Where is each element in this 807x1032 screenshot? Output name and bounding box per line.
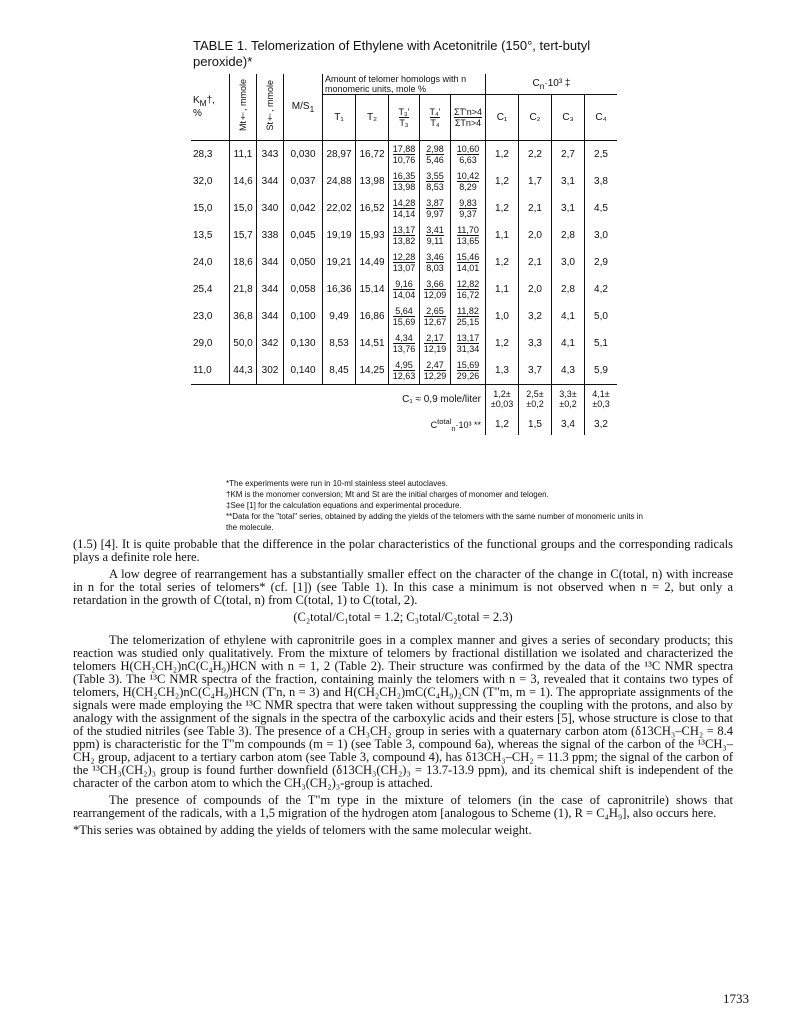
cell-t2: 16,72	[356, 141, 389, 169]
subheader-t2: T₂	[356, 95, 389, 141]
table-row	[191, 222, 617, 249]
cell-mt: 18,6	[230, 249, 257, 276]
cell-ratio-2: $\frac{3,41}{9,11}$	[420, 222, 451, 249]
cell-c2: 2,1	[519, 249, 552, 276]
cell-ms: 0,037	[284, 168, 323, 195]
cell-ratio-3: $\frac{12,82}{16,72}$	[451, 276, 486, 303]
cell-mt: 14,6	[230, 168, 257, 195]
cell-ratio-3: $\frac{13,17}{31,34}$	[451, 330, 486, 357]
avg-c3: 3,3± ±0,2	[552, 385, 585, 415]
cell-c3: 4,1	[552, 330, 585, 357]
cell-km: 32,0	[193, 176, 213, 187]
cell-ratio-1: $\frac{4,95}{12,63}$	[389, 357, 420, 385]
cell-ratio-3: $\frac{11,82}{25,15}$	[451, 303, 486, 330]
cell-c4: 2,5	[585, 141, 618, 169]
cell-ratio-3: $\frac{10,42}{8,29}$	[451, 168, 486, 195]
cell-ms: 0,130	[284, 330, 323, 357]
cell-c2: 3,2	[519, 303, 552, 330]
table-row	[191, 276, 617, 303]
cell-c3: 2,8	[552, 222, 585, 249]
cell-ratio-2: $\frac{2,47}{12,29}$	[420, 357, 451, 385]
cell-ratio-3: $\frac{9,83}{9,37}$	[451, 195, 486, 222]
cell-c2: 1,7	[519, 168, 552, 195]
cell-ratio-1: $\frac{12,28}{13,07}$	[389, 249, 420, 276]
table-footnotes	[226, 478, 646, 533]
subheader-c1: C₁	[486, 95, 519, 141]
cell-ms: 0,140	[284, 357, 323, 385]
cell-ratio-1: $\frac{9,16}{14,04}$	[389, 276, 420, 303]
cell-c1: 1,2	[486, 141, 519, 169]
cell-km: 29,0	[193, 338, 213, 349]
cell-mt: 15,0	[230, 195, 257, 222]
table-caption: TABLE 1. Telomerization of Ethylene with Acetonitrile (150°, tert-butyl peroxide)*	[193, 38, 591, 69]
table-row	[191, 141, 617, 169]
cell-ratio-1: $\frac{13,17}{13,82}$	[389, 222, 420, 249]
header-cn: $C_n\cdot 10^3$ ‡	[486, 74, 618, 95]
avg-label: C₁ ≈ 0,9 mole/liter	[191, 385, 486, 415]
cell-c3: 4,3	[552, 357, 585, 385]
paragraph: A low degree of rearrangement has a substantially smaller effect on the character of the change in C(total, n) with increase in n for the total series of telomers* (cf. [1]) (see Table 1). In this case a minimum is not observed when n = 2, but only a retardation in the growth of C(total, n) from C(total, 1) to C(total, 2).	[73, 567, 733, 607]
cell-c4: 4,5	[585, 195, 618, 222]
cell-t1: 19,19	[323, 222, 356, 249]
cell-c1: 1,2	[486, 195, 519, 222]
cell-st: 338	[257, 222, 284, 249]
cell-t2: 16,52	[356, 195, 389, 222]
cell-ratio-1: $\frac{17,88}{10,76}$	[389, 141, 420, 169]
subheader-c3: C₃	[552, 95, 585, 141]
total-label: $C^{total}_n\cdot 10^3$ **	[430, 416, 481, 433]
avg-c1: 1,2± ±0,03	[486, 385, 519, 415]
total-c2: 1,5	[519, 415, 552, 435]
cell-ratio-3: $\frac{11,70}{13,65}$	[451, 222, 486, 249]
subheader-t3-ratio: $\frac{\text{T₃'}}{\text{T₃}}$	[389, 95, 420, 141]
cell-c2: 3,3	[519, 330, 552, 357]
cell-t2: 15,93	[356, 222, 389, 249]
table-row	[191, 168, 617, 195]
cell-c4: 5,1	[585, 330, 618, 357]
cell-t1: 8,45	[323, 357, 356, 385]
header-ms: $M/S_1$	[284, 74, 323, 141]
cell-km: 24,0	[193, 257, 213, 268]
cell-km: 15,0	[193, 203, 213, 214]
avg-c2: 2,5± ±0,2	[519, 385, 552, 415]
cell-ratio-1: $\frac{4,34}{13,76}$	[389, 330, 420, 357]
cell-st: 344	[257, 276, 284, 303]
cell-t2: 14,49	[356, 249, 389, 276]
total-c3: 3,4	[552, 415, 585, 435]
subheader-t4-ratio: $\frac{\text{T₄'}}{\text{T₄}}$	[420, 95, 451, 141]
paragraph: The telomerization of ethylene with capronitrile goes in a complex manner and gives a series of secondary products; this reaction was studied only qualitatively. From the mixture of telomers by fractional distillation we isolated and characterized the telomers H(CH₂CH₂)nC(C₄H₉)HCN with n = 1, 2 (Table 2). Their structure was confirmed by the data of the ¹³C NMR spectra (Table 3). The ¹³C NMR spectra of the fraction, containing mainly the telomers with n = 3, revealed that it contains two types of telomers, H(CH₂CH₂)nC(C₄H₉)HCN (T'n, n = 3) and H(CH₂CH₂)mC(C₄H₉)₂CN (T"m, m = 1). The appropriate assignments of the signals were made employing the ¹³C NMR spectra that were taken without suppressing the coupling with the protons, and also by analogy with the assignment of the signals in the spectra of the carboxylic acids and their esters [5], whose structure is close to that of the studied nitriles (see Table 3). The presence of a CH₃CH₂ group in series with a quaternary carbon atom (δ13CH₃–CH₂ = 8.4 ppm) is characteristic for the T"m compounds (m = 1) (see Table 3, compound 6a), whereas the signal of the carbon of the ¹³CH₃–CH₂ group, adjacent to a tertiary carbon atom (see Table 3, compound 4), has δ13CH₃–CH₂ = 11.3 ppm; the signal of the carbon of the ¹³CH₃(CH₂)₃ group is found further downfield (δ13CH₃(CH₂)₃ = 13.7-13.9 ppm), and its chemical shift is independent of the character of the carbon atom to which the CH₃(CH₂)₃-group is attached.	[73, 633, 733, 790]
subheader-t1: T₁	[323, 95, 356, 141]
cell-c1: 1,3	[486, 357, 519, 385]
cell-ratio-1: $\frac{16,35}{13,98}$	[389, 168, 420, 195]
cell-t1: 9,49	[323, 303, 356, 330]
table-row	[191, 357, 617, 385]
cell-t1: 8,53	[323, 330, 356, 357]
cell-t2: 14,25	[356, 357, 389, 385]
cell-t1: 16,36	[323, 276, 356, 303]
header-km: $K_M\dagger$, %	[193, 95, 215, 119]
cell-t2: 15,14	[356, 276, 389, 303]
cell-c3: 3,1	[552, 168, 585, 195]
cell-c2: 2,0	[519, 222, 552, 249]
footnote: †KM is the monomer conversion; Mt and St are the initial charges of monomer and telogen.	[226, 490, 549, 499]
cell-c3: 3,1	[552, 195, 585, 222]
cell-st: 344	[257, 168, 284, 195]
cell-c3: 4,1	[552, 303, 585, 330]
table-row	[191, 303, 617, 330]
total-c1: 1,2	[486, 415, 519, 435]
header-mt: Mt†, mmole	[230, 74, 257, 141]
cell-mt: 11,1	[230, 141, 257, 169]
avg-c4: 4,1± ±0,3	[585, 385, 618, 415]
cell-ratio-3: $\frac{15,69}{29,26}$	[451, 357, 486, 385]
header-amount: Amount of telomer homologs with n monomeric units, mole %	[323, 74, 486, 95]
cell-st: 302	[257, 357, 284, 385]
cell-ratio-2: $\frac{2,98}{5,46}$	[420, 141, 451, 169]
cell-ratio-2: $\frac{2,65}{12,67}$	[420, 303, 451, 330]
total-c4: 3,2	[585, 415, 618, 435]
page-footnote: *This series was obtained by adding the yields of telomers with the same molecular weight.	[73, 823, 532, 837]
cell-ms: 0,050	[284, 249, 323, 276]
page-number: 1733	[723, 991, 749, 1006]
table-row	[191, 195, 617, 222]
cell-ratio-2: $\frac{2,17}{12,19}$	[420, 330, 451, 357]
cell-mt: 21,8	[230, 276, 257, 303]
table-row	[191, 249, 617, 276]
cell-c1: 1,1	[486, 276, 519, 303]
cell-mt: 50,0	[230, 330, 257, 357]
cell-c2: 2,2	[519, 141, 552, 169]
cell-c4: 4,2	[585, 276, 618, 303]
paragraph: The presence of compounds of the T"m type in the mixture of telomers (in the case of capronitrile) shows that rearrangement of the radicals, with a 1,5 migration of the hydrogen atom [analogous to Scheme (1), R = C₄H₉], also occurs here.	[73, 793, 733, 820]
cell-c3: 3,0	[552, 249, 585, 276]
cell-c4: 5,9	[585, 357, 618, 385]
table-row	[191, 330, 617, 357]
cell-c4: 5,0	[585, 303, 618, 330]
cell-ratio-2: $\frac{3,46}{8,03}$	[420, 249, 451, 276]
header-st: St†, mmole	[257, 74, 284, 141]
cell-km: 28,3	[193, 149, 213, 160]
cell-c4: 2,9	[585, 249, 618, 276]
cell-c4: 3,0	[585, 222, 618, 249]
cell-mt: 36,8	[230, 303, 257, 330]
cell-c3: 2,8	[552, 276, 585, 303]
cell-mt: 44,3	[230, 357, 257, 385]
cell-c2: 2,1	[519, 195, 552, 222]
cell-t1: 19,21	[323, 249, 356, 276]
cell-ms: 0,058	[284, 276, 323, 303]
cell-st: 340	[257, 195, 284, 222]
cell-c2: 2,0	[519, 276, 552, 303]
subheader-sum-ratio: $\frac{\Sigma T'n>4}{\text{ΣTn>4}}$	[451, 95, 486, 141]
cell-t1: 24,88	[323, 168, 356, 195]
cell-km: 23,0	[193, 311, 213, 322]
cell-st: 342	[257, 330, 284, 357]
cell-c1: 1,2	[486, 168, 519, 195]
cell-ms: 0,100	[284, 303, 323, 330]
cell-ratio-2: $\frac{3,55}{8,53}$	[420, 168, 451, 195]
subheader-c4: C₄	[585, 95, 618, 141]
cell-ms: 0,030	[284, 141, 323, 169]
cell-mt: 15,7	[230, 222, 257, 249]
subheader-c2: C₂	[519, 95, 552, 141]
cell-st: 344	[257, 249, 284, 276]
cell-km: 25,4	[193, 284, 213, 295]
cell-t2: 14,51	[356, 330, 389, 357]
cell-t2: 13,98	[356, 168, 389, 195]
cell-c1: 1,2	[486, 249, 519, 276]
cell-c1: 1,1	[486, 222, 519, 249]
cell-ratio-2: $\frac{3,66}{12,09}$	[420, 276, 451, 303]
cell-km: 13,5	[193, 230, 213, 241]
cell-ms: 0,042	[284, 195, 323, 222]
equation: (C₂total/C₁total = 1.2; C₃total/C₂total = 2.3)	[293, 610, 513, 624]
cell-c2: 3,7	[519, 357, 552, 385]
data-table	[191, 74, 617, 435]
footnote: *The experiments were run in 10-ml stainless steel autoclaves.	[226, 479, 448, 488]
paragraph: (1.5) [4]. It is quite probable that the difference in the polar characteristics of the functional groups and the corresponding radicals plays a definite role here.	[73, 537, 733, 564]
cell-t2: 16,86	[356, 303, 389, 330]
cell-ratio-2: $\frac{3,87}{9,97}$	[420, 195, 451, 222]
cell-km: 11,0	[193, 365, 212, 376]
cell-ratio-3: $\frac{10,60}{6,63}$	[451, 141, 486, 169]
cell-c4: 3,8	[585, 168, 618, 195]
cell-ratio-1: $\frac{14,28}{14,14}$	[389, 195, 420, 222]
footnote: **Data for the "total" series, obtained by adding the yields of the telomers with the same number of monomeric units in the molecule.	[226, 512, 644, 532]
cell-ms: 0,045	[284, 222, 323, 249]
cell-st: 344	[257, 303, 284, 330]
cell-c1: 1,0	[486, 303, 519, 330]
cell-t1: 28,97	[323, 141, 356, 169]
cell-t1: 22,02	[323, 195, 356, 222]
body-text	[73, 538, 733, 841]
cell-c1: 1,2	[486, 330, 519, 357]
footnote: ‡See [1] for the calculation equations and experimental procedure.	[226, 501, 462, 510]
cell-c3: 2,7	[552, 141, 585, 169]
cell-ratio-1: $\frac{5,64}{15,69}$	[389, 303, 420, 330]
cell-ratio-3: $\frac{15,46}{14,01}$	[451, 249, 486, 276]
cell-st: 343	[257, 141, 284, 169]
